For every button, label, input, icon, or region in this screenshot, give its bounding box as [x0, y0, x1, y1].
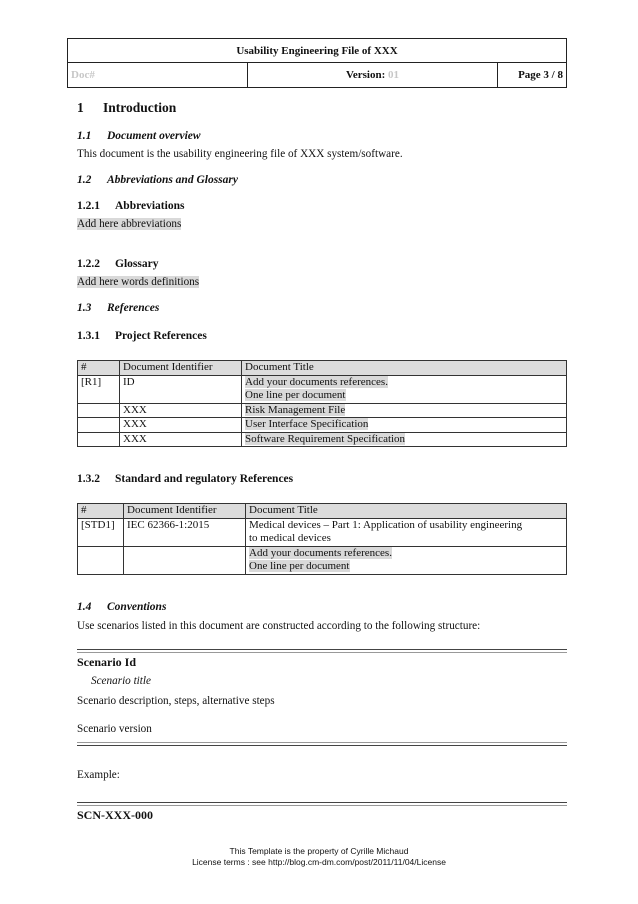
- footer-ownership: This Template is the property of Cyrille Michaud: [229, 846, 409, 856]
- heading-glossary: 1.2.2 Glossary: [77, 258, 159, 270]
- document-header: [67, 38, 567, 88]
- page-number: Page 3 / 8: [518, 69, 563, 81]
- scenario-description: Scenario description, steps, alternative steps: [77, 695, 275, 707]
- table-header-row: [78, 361, 567, 376]
- table-row: [STD1] IEC 62366-1:2015 Medical devices – Part 1: Application of usability engineering to medical devices: [78, 518, 567, 546]
- document-overview-text: This document is the usability engineering file of XXX system/software.: [77, 148, 403, 160]
- divider: [77, 649, 567, 650]
- divider: [77, 652, 567, 653]
- table-row: XXX Risk Management File: [78, 403, 567, 418]
- heading-abbreviations-glossary: 1.2 Abbreviations and Glossary: [77, 174, 238, 186]
- scenario-version: Scenario version: [77, 723, 152, 735]
- standard-references-table: [77, 503, 567, 575]
- footer-license: License terms : see http://blog.cm-dm.com/post/2011/11/04/License: [192, 857, 446, 867]
- heading-introduction: 1 Introduction: [77, 100, 177, 115]
- divider: [77, 745, 567, 746]
- doc-number: Doc#: [68, 63, 248, 88]
- table-row: Add your documents references. One line per document: [78, 546, 567, 574]
- document-title: Usability Engineering File of XXX: [68, 39, 566, 63]
- table-row: XXX User Interface Specification: [78, 418, 567, 433]
- example-label: Example:: [77, 769, 120, 781]
- heading-standard-references: 1.3.2 Standard and regulatory References: [77, 473, 294, 485]
- divider: [77, 805, 567, 806]
- heading-document-overview: 1.1 Document overview: [77, 130, 201, 142]
- heading-abbreviations: 1.2.1 Abbreviations: [77, 200, 185, 212]
- abbreviations-placeholder: Add here abbreviations: [77, 218, 182, 230]
- heading-conventions: 1.4 Conventions: [77, 601, 167, 613]
- column-header: #: [78, 361, 120, 376]
- column-header: Document Identifier: [120, 361, 242, 376]
- conventions-text: Use scenarios listed in this document are constructed according to the following structure:: [77, 620, 481, 632]
- divider: [77, 802, 567, 803]
- scenario-title: Scenario title: [91, 675, 151, 687]
- version-value: 01: [388, 69, 400, 81]
- table-row: XXX Software Requirement Specification: [78, 432, 567, 447]
- heading-references: 1.3 References: [77, 302, 160, 314]
- version-label: Version:: [345, 69, 386, 81]
- glossary-placeholder: Add here words definitions: [77, 276, 200, 288]
- table-header-row: [78, 504, 567, 519]
- heading-project-references: 1.3.1 Project References: [77, 330, 207, 342]
- example-scenario-id: SCN-XXX-000: [77, 808, 153, 822]
- column-header: Document Identifier: [124, 504, 246, 519]
- column-header: Document Title: [246, 504, 567, 519]
- divider: [77, 742, 567, 743]
- scenario-id: Scenario Id: [77, 655, 137, 669]
- column-header: Document Title: [242, 361, 567, 376]
- version-cell: [248, 63, 498, 88]
- column-header: #: [78, 504, 124, 519]
- table-row: [R1] ID Add your documents references. One line per document: [78, 375, 567, 403]
- project-references-table: [77, 360, 567, 447]
